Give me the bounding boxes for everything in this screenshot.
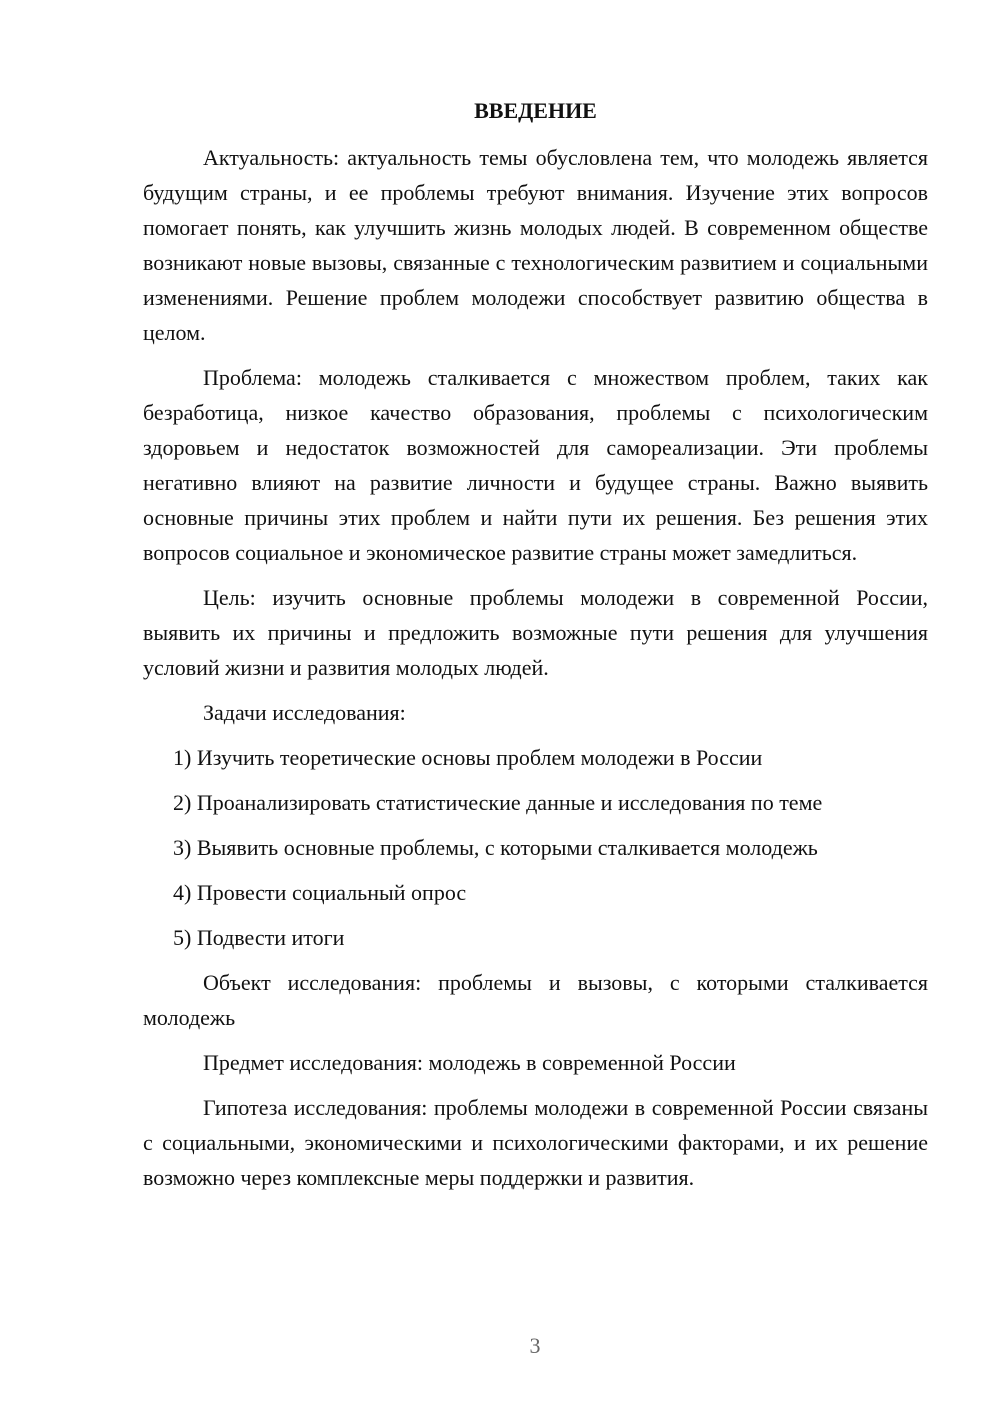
- list-item: 2) Проанализировать статистические данные и исследования по теме: [173, 790, 823, 815]
- paragraph-object: Объект исследования: проблемы и вызовы, с которыми сталкивается молодежь: [143, 970, 928, 1030]
- section-title: ВВЕДЕНИЕ: [474, 98, 597, 123]
- paragraph-goal: Цель: изучить основные проблемы молодежи в современной России, выявить их причины и предложить возможные пути решения для улучшения условий жизни и развития молодых людей.: [143, 585, 928, 680]
- tasks-list: [143, 740, 928, 955]
- paragraph-problem: Проблема: молодежь сталкивается с множеством проблем, таких как безработица, низкое качество образования, проблемы с психологическим здоровьем и недостаток возможностей для самореализации. Эти проблемы негативно влияют на развитие личности и будущее страны. Важно выявить основные причины этих проблем и найти пути их решения. Без решения этих вопросов социальное и экономическое развитие страны может замедлиться.: [143, 365, 928, 565]
- list-item: 4) Провести социальный опрос: [173, 880, 467, 905]
- paragraph-subject: Предмет исследования: молодежь в современной России: [203, 1050, 736, 1075]
- paragraph-relevance: Актуальность: актуальность темы обусловлена тем, что молодежь является будущим страны, и ее проблемы требуют внимания. Изучение этих вопросов помогает понять, как улучшить жизнь молодых людей. В современном обществе возникают новые вызовы, связанные с технологическим развитием и социальными изменениями. Решение проблем молодежи способствует развитию общества в целом.: [143, 145, 928, 345]
- document-body: [143, 93, 928, 1205]
- tasks-heading: Задачи исследования:: [203, 700, 406, 725]
- paragraph-hypothesis: Гипотеза исследования: проблемы молодежи в современной России связаны с социальными, экономическими и психологическими факторами, и их решение возможно через комплексные меры поддержки и развития.: [143, 1095, 928, 1190]
- page-number: 3: [529, 1333, 541, 1358]
- list-item: 5) Подвести итоги: [173, 925, 345, 950]
- list-item: 3) Выявить основные проблемы, с которыми сталкивается молодежь: [173, 835, 818, 860]
- list-item: 1) Изучить теоретические основы проблем молодежи в России: [173, 745, 763, 770]
